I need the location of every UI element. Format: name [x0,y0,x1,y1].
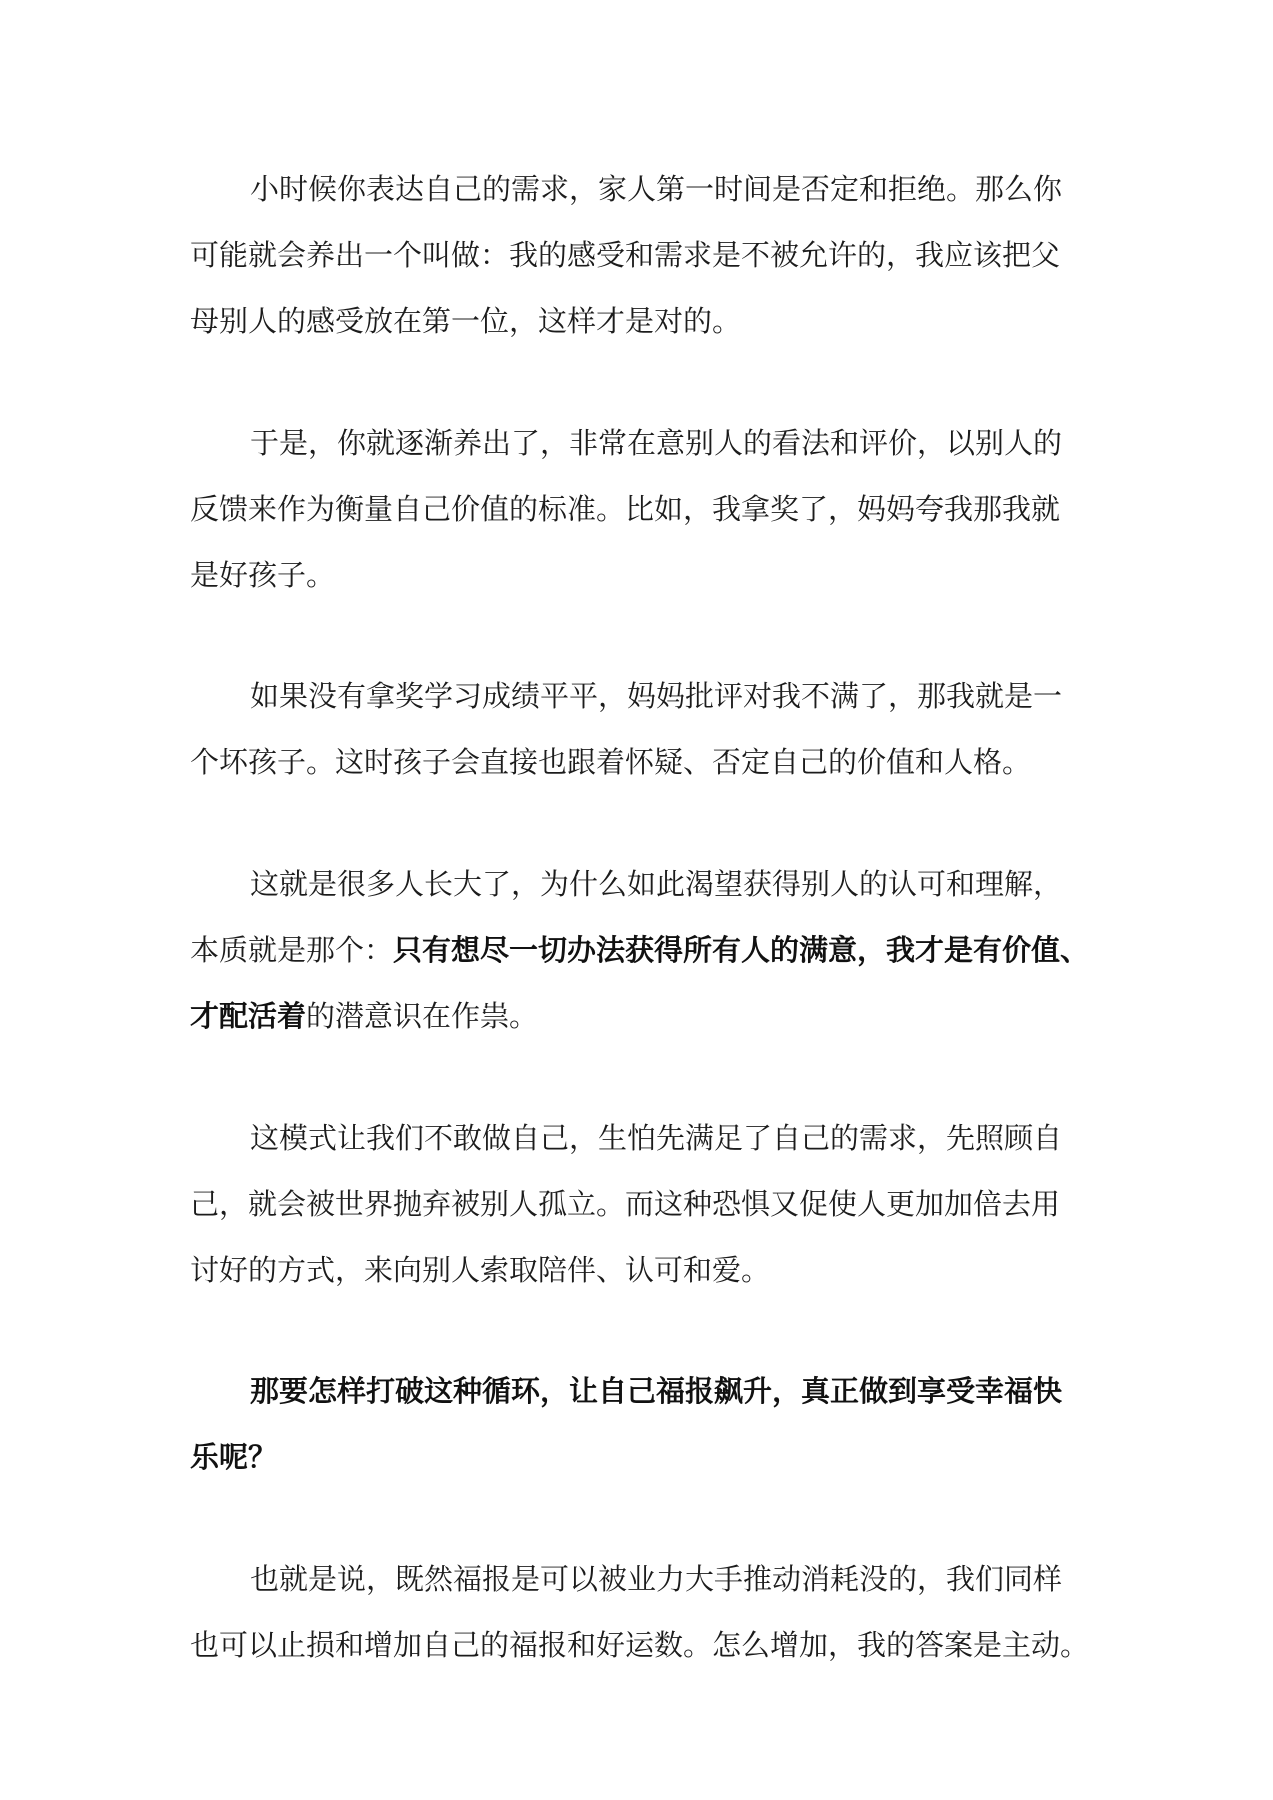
plain-text: 的潜意识在作祟。 [306,999,539,1033]
paragraph-1 [190,156,1080,354]
paragraph-line: 也就是说，既然福报是可以被业力大手推动消耗没的，我们同样 [250,1562,1063,1596]
section-heading [190,1358,1080,1490]
paragraph-line: 于是，你就逐渐养出了，非常在意别人的看法和评价，以别人的 [250,426,1063,460]
paragraph-line: 是好孩子。 [190,558,336,592]
paragraph-4 [190,851,1090,1049]
paragraph-line: 个坏孩子。这时孩子会直接也跟着怀疑、否定自己的价值和人格。 [190,745,1032,779]
paragraph-2 [190,410,1080,608]
bold-emphasis-text: 只有想尽一切办法获得所有人的满意，我才是有价值、 [393,933,1090,967]
paragraph-line: 可能就会养出一个叫做：我的感受和需求是不被允许的，我应该把父 [190,238,1061,272]
paragraph-line: 这模式让我们不敢做自己，生怕先满足了自己的需求，先照顾自 [250,1121,1063,1155]
paragraph-3 [190,663,1080,795]
paragraph-line: 小时候你表达自己的需求，家人第一时间是否定和拒绝。那么你 [250,172,1063,206]
heading-line: 那要怎样打破这种循环，让自己福报飙升，真正做到享受幸福快 [250,1374,1063,1408]
heading-line: 乐呢？ [190,1440,278,1474]
paragraph-5 [190,1105,1080,1303]
paragraph-line [190,983,1080,1049]
paragraph-line: 讨好的方式，来向别人索取陪伴、认可和爱。 [190,1253,771,1287]
paragraph-7 [190,1546,1090,1678]
paragraph-line: 如果没有拿奖学习成绩平平，妈妈批评对我不满了，那我就是一 [250,679,1063,713]
paragraph-line: 也可以止损和增加自己的福报和好运数。怎么增加，我的答案是主动。 [190,1628,1090,1662]
paragraph-line [190,917,1090,983]
plain-text: 本质就是那个： [190,933,394,967]
bold-emphasis-text: 才配活着 [190,999,307,1033]
paragraph-line: 己，就会被世界抛弃被别人孤立。而这种恐惧又促使人更加加倍去用 [190,1187,1061,1221]
paragraph-line: 母别人的感受放在第一位，这样才是对的。 [190,304,742,338]
paragraph-line: 这就是很多人长大了，为什么如此渴望获得别人的认可和理解， [250,867,1063,901]
paragraph-line: 反馈来作为衡量自己价值的标准。比如，我拿奖了，妈妈夸我那我就 [190,492,1061,526]
